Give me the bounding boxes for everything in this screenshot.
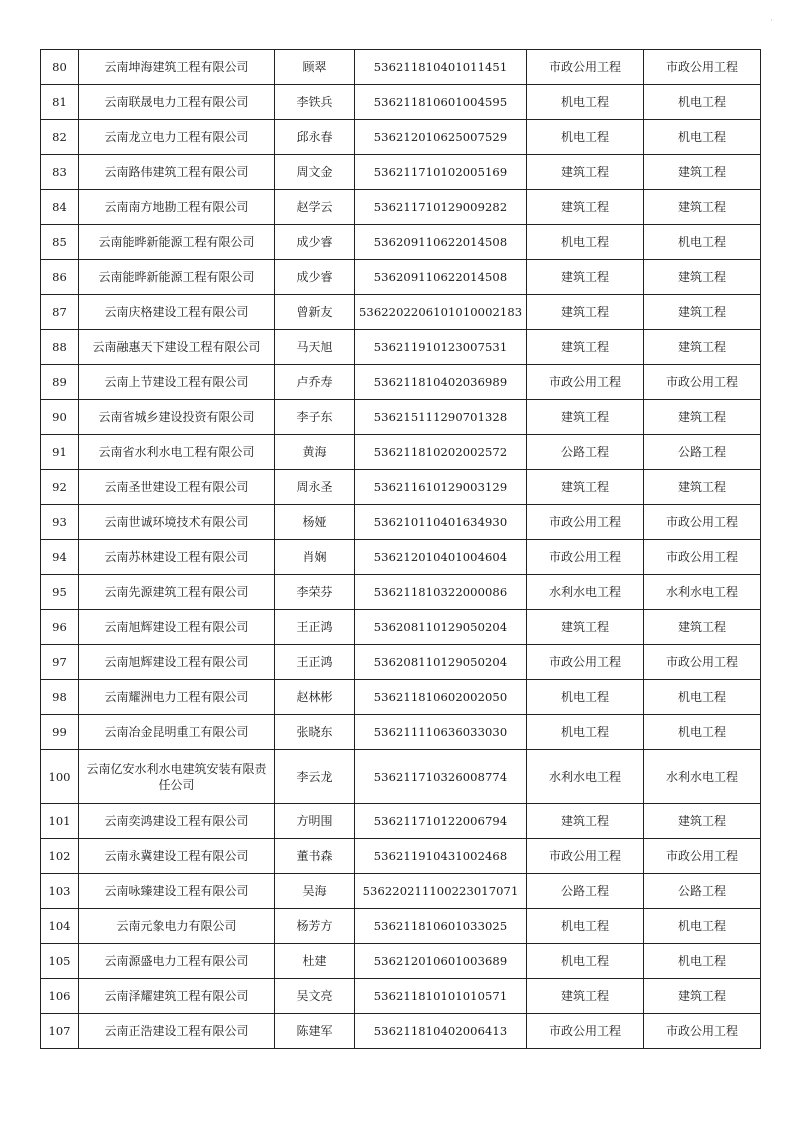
row-number-cell: 83 <box>41 155 79 190</box>
registered-major-cell: 建筑工程 <box>527 610 644 645</box>
table-body <box>41 50 761 1049</box>
person-name-cell: 董书森 <box>275 839 355 874</box>
row-number-cell: 97 <box>41 645 79 680</box>
company-name-cell: 云南奕鸿建设工程有限公司 <box>79 804 275 839</box>
person-name-cell: 杨芳方 <box>275 909 355 944</box>
applied-major-cell: 建筑工程 <box>644 260 761 295</box>
certificate-number-cell: 536212010401004604 <box>355 540 527 575</box>
table-row <box>41 190 761 225</box>
person-name-cell: 赵林彬 <box>275 680 355 715</box>
certificate-number-cell: 536211810401011451 <box>355 50 527 85</box>
person-name-cell: 周永圣 <box>275 470 355 505</box>
applied-major-cell: 机电工程 <box>644 120 761 155</box>
company-name-cell: 云南源盛电力工程有限公司 <box>79 944 275 979</box>
row-number-cell: 92 <box>41 470 79 505</box>
company-name-cell: 云南耀洲电力工程有限公司 <box>79 680 275 715</box>
applied-major-cell: 市政公用工程 <box>644 1014 761 1049</box>
person-name-cell: 周文金 <box>275 155 355 190</box>
person-name-cell: 王正鸿 <box>275 645 355 680</box>
person-name-cell: 李云龙 <box>275 750 355 804</box>
company-name-cell: 云南咏臻建设工程有限公司 <box>79 874 275 909</box>
certificate-number-cell: 536211110636033030 <box>355 715 527 750</box>
row-number-cell: 99 <box>41 715 79 750</box>
table-row <box>41 645 761 680</box>
row-number-cell: 104 <box>41 909 79 944</box>
registered-major-cell: 水利水电工程 <box>527 750 644 804</box>
person-name-cell: 王正鸿 <box>275 610 355 645</box>
registry-table <box>40 49 761 1049</box>
company-name-cell: 云南南方地勘工程有限公司 <box>79 190 275 225</box>
table-row <box>41 330 761 365</box>
certificate-number-cell: 536209110622014508 <box>355 260 527 295</box>
certificate-number-cell: 536211710326008774 <box>355 750 527 804</box>
table-row <box>41 120 761 155</box>
registered-major-cell: 建筑工程 <box>527 330 644 365</box>
certificate-number-cell: 536211810601004595 <box>355 85 527 120</box>
person-name-cell: 成少睿 <box>275 225 355 260</box>
certificate-number-cell: 536211810322000086 <box>355 575 527 610</box>
company-name-cell: 云南永冀建设工程有限公司 <box>79 839 275 874</box>
table-row <box>41 435 761 470</box>
registered-major-cell: 市政公用工程 <box>527 50 644 85</box>
person-name-cell: 马天旭 <box>275 330 355 365</box>
row-number-cell: 103 <box>41 874 79 909</box>
table-row <box>41 715 761 750</box>
person-name-cell: 方明围 <box>275 804 355 839</box>
certificate-number-cell: 536211810202002572 <box>355 435 527 470</box>
company-name-cell: 云南苏林建设工程有限公司 <box>79 540 275 575</box>
registered-major-cell: 建筑工程 <box>527 155 644 190</box>
person-name-cell: 杜建 <box>275 944 355 979</box>
registered-major-cell: 公路工程 <box>527 435 644 470</box>
company-name-cell: 云南世诚环境技术有限公司 <box>79 505 275 540</box>
company-name-cell: 云南旭辉建设工程有限公司 <box>79 645 275 680</box>
registered-major-cell: 建筑工程 <box>527 470 644 505</box>
table-row <box>41 839 761 874</box>
registered-major-cell: 建筑工程 <box>527 190 644 225</box>
applied-major-cell: 建筑工程 <box>644 979 761 1014</box>
company-name-cell: 云南能晔新能源工程有限公司 <box>79 260 275 295</box>
table-row <box>41 610 761 645</box>
company-name-cell: 云南泽耀建筑工程有限公司 <box>79 979 275 1014</box>
person-name-cell: 杨娅 <box>275 505 355 540</box>
person-name-cell: 卢乔寿 <box>275 365 355 400</box>
registered-major-cell: 机电工程 <box>527 715 644 750</box>
person-name-cell: 赵学云 <box>275 190 355 225</box>
company-name-cell: 云南元象电力有限公司 <box>79 909 275 944</box>
applied-major-cell: 建筑工程 <box>644 295 761 330</box>
applied-major-cell: 市政公用工程 <box>644 50 761 85</box>
registered-major-cell: 机电工程 <box>527 225 644 260</box>
applied-major-cell: 市政公用工程 <box>644 839 761 874</box>
row-number-cell: 81 <box>41 85 79 120</box>
table-row <box>41 400 761 435</box>
row-number-cell: 100 <box>41 750 79 804</box>
certificate-number-cell: 536211810402006413 <box>355 1014 527 1049</box>
certificate-number-cell: 536211810402036989 <box>355 365 527 400</box>
certificate-number-cell: 536215111290701328 <box>355 400 527 435</box>
row-number-cell: 88 <box>41 330 79 365</box>
person-name-cell: 成少睿 <box>275 260 355 295</box>
person-name-cell: 吴海 <box>275 874 355 909</box>
row-number-cell: 96 <box>41 610 79 645</box>
applied-major-cell: 建筑工程 <box>644 190 761 225</box>
registered-major-cell: 机电工程 <box>527 944 644 979</box>
table-row <box>41 155 761 190</box>
registered-major-cell: 市政公用工程 <box>527 645 644 680</box>
certificate-number-cell: 536211710122006794 <box>355 804 527 839</box>
registered-major-cell: 市政公用工程 <box>527 540 644 575</box>
registered-major-cell: 市政公用工程 <box>527 365 644 400</box>
applied-major-cell: 机电工程 <box>644 680 761 715</box>
applied-major-cell: 水利水电工程 <box>644 575 761 610</box>
company-name-cell: 云南联晟电力工程有限公司 <box>79 85 275 120</box>
certificate-number-cell: 536208110129050204 <box>355 645 527 680</box>
certificate-number-cell: 536211810602002050 <box>355 680 527 715</box>
company-name-cell: 云南路伟建筑工程有限公司 <box>79 155 275 190</box>
certificate-number-cell: 536211810601033025 <box>355 909 527 944</box>
company-name-cell: 云南旭辉建设工程有限公司 <box>79 610 275 645</box>
company-name-cell: 云南冶金昆明重工有限公司 <box>79 715 275 750</box>
row-number-cell: 90 <box>41 400 79 435</box>
page-corner-mark: · <box>770 16 773 26</box>
registered-major-cell: 机电工程 <box>527 120 644 155</box>
registered-major-cell: 机电工程 <box>527 909 644 944</box>
registered-major-cell: 市政公用工程 <box>527 505 644 540</box>
row-number-cell: 85 <box>41 225 79 260</box>
registered-major-cell: 建筑工程 <box>527 260 644 295</box>
applied-major-cell: 公路工程 <box>644 435 761 470</box>
row-number-cell: 82 <box>41 120 79 155</box>
company-name-cell: 云南先源建筑工程有限公司 <box>79 575 275 610</box>
registered-major-cell: 机电工程 <box>527 680 644 715</box>
registered-major-cell: 公路工程 <box>527 874 644 909</box>
table-row <box>41 50 761 85</box>
row-number-cell: 98 <box>41 680 79 715</box>
company-name-cell: 云南能晔新能源工程有限公司 <box>79 225 275 260</box>
certificate-number-cell: 536209110622014508 <box>355 225 527 260</box>
table-row <box>41 909 761 944</box>
applied-major-cell: 建筑工程 <box>644 804 761 839</box>
registered-major-cell: 水利水电工程 <box>527 575 644 610</box>
table-row <box>41 225 761 260</box>
table-row <box>41 1014 761 1049</box>
applied-major-cell: 公路工程 <box>644 874 761 909</box>
table-row <box>41 260 761 295</box>
person-name-cell: 邱永春 <box>275 120 355 155</box>
company-name-cell: 云南融惠天下建设工程有限公司 <box>79 330 275 365</box>
registered-major-cell: 建筑工程 <box>527 295 644 330</box>
row-number-cell: 102 <box>41 839 79 874</box>
applied-major-cell: 机电工程 <box>644 909 761 944</box>
row-number-cell: 95 <box>41 575 79 610</box>
certificate-number-cell: 536212010601003689 <box>355 944 527 979</box>
applied-major-cell: 机电工程 <box>644 225 761 260</box>
row-number-cell: 87 <box>41 295 79 330</box>
certificate-number-cell: 5362202206101010002183 <box>355 295 527 330</box>
company-name-cell: 云南亿安水利水电建筑安装有限责任公司 <box>79 750 275 804</box>
person-name-cell: 李铁兵 <box>275 85 355 120</box>
certificate-number-cell: 536210110401634930 <box>355 505 527 540</box>
person-name-cell: 顾翠 <box>275 50 355 85</box>
applied-major-cell: 机电工程 <box>644 85 761 120</box>
person-name-cell: 李荣芬 <box>275 575 355 610</box>
row-number-cell: 93 <box>41 505 79 540</box>
row-number-cell: 84 <box>41 190 79 225</box>
row-number-cell: 86 <box>41 260 79 295</box>
company-name-cell: 云南龙立电力工程有限公司 <box>79 120 275 155</box>
registered-major-cell: 建筑工程 <box>527 400 644 435</box>
person-name-cell: 吴文亮 <box>275 979 355 1014</box>
applied-major-cell: 机电工程 <box>644 715 761 750</box>
applied-major-cell: 建筑工程 <box>644 470 761 505</box>
row-number-cell: 101 <box>41 804 79 839</box>
applied-major-cell: 建筑工程 <box>644 610 761 645</box>
applied-major-cell: 市政公用工程 <box>644 505 761 540</box>
company-name-cell: 云南正浩建设工程有限公司 <box>79 1014 275 1049</box>
company-name-cell: 云南圣世建设工程有限公司 <box>79 470 275 505</box>
registered-major-cell: 建筑工程 <box>527 804 644 839</box>
company-name-cell: 云南省城乡建设投资有限公司 <box>79 400 275 435</box>
row-number-cell: 107 <box>41 1014 79 1049</box>
certificate-number-cell: 536212010625007529 <box>355 120 527 155</box>
company-name-cell: 云南上节建设工程有限公司 <box>79 365 275 400</box>
person-name-cell: 黄海 <box>275 435 355 470</box>
table-row <box>41 680 761 715</box>
table-row <box>41 874 761 909</box>
applied-major-cell: 建筑工程 <box>644 400 761 435</box>
applied-major-cell: 市政公用工程 <box>644 365 761 400</box>
certificate-number-cell: 536211710102005169 <box>355 155 527 190</box>
applied-major-cell: 机电工程 <box>644 944 761 979</box>
row-number-cell: 105 <box>41 944 79 979</box>
row-number-cell: 94 <box>41 540 79 575</box>
person-name-cell: 张晓东 <box>275 715 355 750</box>
certificate-number-cell: 536211610129003129 <box>355 470 527 505</box>
person-name-cell: 肖娴 <box>275 540 355 575</box>
table-row <box>41 295 761 330</box>
row-number-cell: 91 <box>41 435 79 470</box>
certificate-number-cell: 536211910431002468 <box>355 839 527 874</box>
person-name-cell: 李子东 <box>275 400 355 435</box>
applied-major-cell: 市政公用工程 <box>644 645 761 680</box>
table-row <box>41 470 761 505</box>
certificate-number-cell: 536211910123007531 <box>355 330 527 365</box>
certificate-number-cell: 536220211100223017071 <box>355 874 527 909</box>
applied-major-cell: 市政公用工程 <box>644 540 761 575</box>
applied-major-cell: 建筑工程 <box>644 330 761 365</box>
row-number-cell: 106 <box>41 979 79 1014</box>
row-number-cell: 80 <box>41 50 79 85</box>
certificate-number-cell: 536208110129050204 <box>355 610 527 645</box>
registered-major-cell: 建筑工程 <box>527 979 644 1014</box>
table-row <box>41 540 761 575</box>
table-row <box>41 979 761 1014</box>
table-row <box>41 85 761 120</box>
certificate-number-cell: 536211810101010571 <box>355 979 527 1014</box>
table-row <box>41 365 761 400</box>
table-row <box>41 575 761 610</box>
table-row <box>41 804 761 839</box>
table-row <box>41 944 761 979</box>
person-name-cell: 曾新友 <box>275 295 355 330</box>
applied-major-cell: 水利水电工程 <box>644 750 761 804</box>
applied-major-cell: 建筑工程 <box>644 155 761 190</box>
person-name-cell: 陈建军 <box>275 1014 355 1049</box>
company-name-cell: 云南坤海建筑工程有限公司 <box>79 50 275 85</box>
registered-major-cell: 市政公用工程 <box>527 1014 644 1049</box>
company-name-cell: 云南庆格建设工程有限公司 <box>79 295 275 330</box>
table-row <box>41 750 761 804</box>
company-name-cell: 云南省水利水电工程有限公司 <box>79 435 275 470</box>
table-row <box>41 505 761 540</box>
certificate-number-cell: 536211710129009282 <box>355 190 527 225</box>
registered-major-cell: 机电工程 <box>527 85 644 120</box>
registered-major-cell: 市政公用工程 <box>527 839 644 874</box>
row-number-cell: 89 <box>41 365 79 400</box>
